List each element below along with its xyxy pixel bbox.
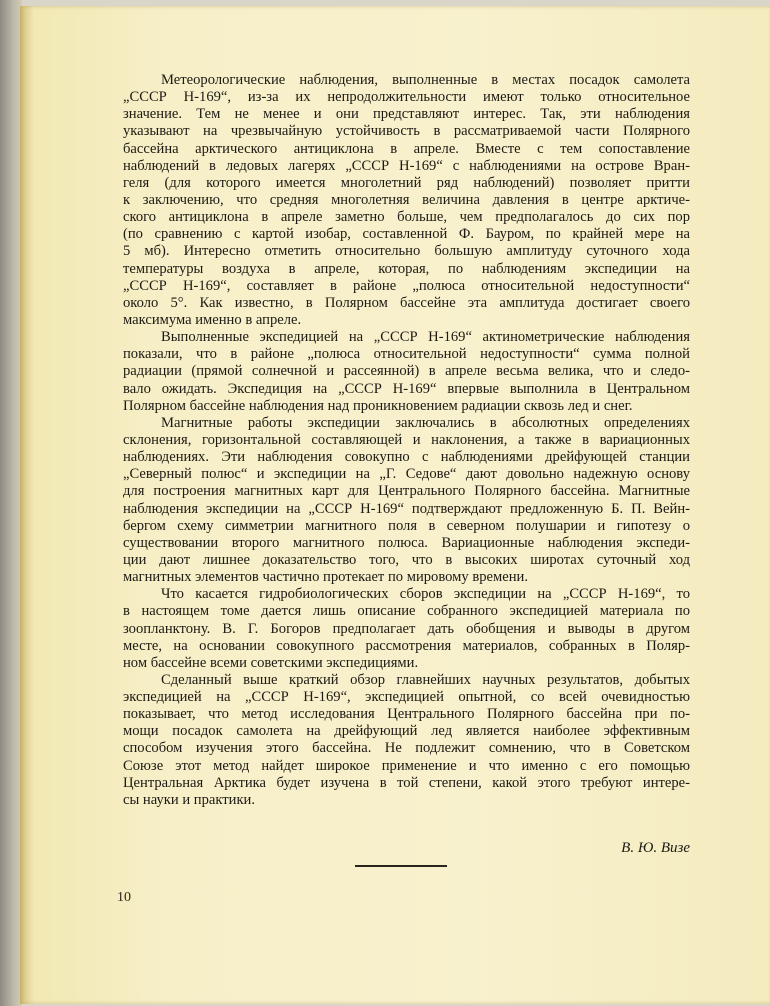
text-line: (по сравнению с картой изобар, составленной Ф. Бауром, по крайней мере на xyxy=(123,226,690,243)
text-line: месте, на основании совокупного рассмотрения материалов, собранных в Поляр- xyxy=(123,637,690,654)
text-line: температуры воздуха в апреле, которая, по наблюдениям экспедиции на xyxy=(123,260,690,277)
text-line: способом изучения этого бассейна. Не подлежит сомнению, что в Советском xyxy=(123,740,690,757)
text-line: ции дают лишнее доказательство того, что в высоких широтах суточный ход xyxy=(123,551,690,568)
text-line: радиации (прямой солнечной и рассеянной) в апреле весьма велика, что и следо- xyxy=(123,363,690,380)
text-line: вало ожидать. Экспедиция на „СССР Н-169“ впервые выполнила в Центральном xyxy=(123,380,690,397)
paragraph xyxy=(123,329,690,415)
text-line: Выполненные экспедицией на „СССР Н-169“ актинометрические наблюдения xyxy=(161,329,690,346)
text-line: для построения магнитных карт для Центрального Полярного бассейна. Магнитные xyxy=(123,483,690,500)
text-line: сы науки и практики. xyxy=(123,791,255,808)
text-line: показали, что в районе „полюса относительной недоступности“ сумма полной xyxy=(123,346,690,363)
text-line: наблюдений в ледовых лагерях „СССР Н-169“ с наблюдениями на острове Вран- xyxy=(123,157,690,174)
text-line: около 5°. Как известно, в Полярном бассейне эта амплитуда достигает своего xyxy=(123,294,690,311)
text-line: мощи посадок самолета на дрейфующий лед является наиболее эффективным xyxy=(123,723,690,740)
paragraph xyxy=(123,586,690,672)
text-line: максимума именно в апреле. xyxy=(123,311,302,328)
text-line: Центральная Арктика будет изучена в той степени, какой этого требуют интере- xyxy=(123,774,690,791)
scan-left-shadow xyxy=(0,0,22,1006)
text-line: Магнитные работы экспедиции заключались в абсолютных определениях xyxy=(161,414,690,431)
text-line: „Северный полюс“ и экспедиции на „Г. Седове“ дают довольно надежную основу xyxy=(123,466,690,483)
text-line: зоопланктону. В. Г. Богоров предполагает дать обобщения и выводы в другом xyxy=(123,620,690,637)
text-line: Союзе этот метод найдет широкое применение и что именно с его помощью xyxy=(123,757,690,774)
paragraph xyxy=(123,72,690,329)
text-line: наблюдения экспедиции на „СССР Н-169“ подтверждают предложенную Б. П. Вейн- xyxy=(123,500,690,517)
text-line: бассейна арктического антициклона в апреле. Вместе с тем сопоставление xyxy=(123,140,690,157)
page-number: 10 xyxy=(117,890,131,905)
text-line: Сделанный выше краткий обзор главнейших научных результатов, добытых xyxy=(161,671,690,688)
paragraph xyxy=(123,672,690,809)
author-signature: В. Ю. Визе xyxy=(621,840,690,856)
text-line: к заключению, что средняя многолетняя величина давления в центре арктиче- xyxy=(123,191,690,208)
body-text xyxy=(123,72,690,809)
text-line: экспедицией на „СССР Н-169“, экспедицией опытной, со всей очевидностью xyxy=(123,689,690,706)
text-line: Что касается гидробиологических сборов экспедиции на „СССР Н-169“, то xyxy=(161,586,690,603)
text-line: 5 мб). Интересно отметить относительно большую амплитуду суточного хода xyxy=(123,243,690,260)
paragraph xyxy=(123,415,690,586)
text-line: Полярном бассейне наблюдения над проникновением радиации сквозь лед и снег. xyxy=(123,397,633,414)
text-line: в настоящем томе дается лишь описание собранного экспедицией материала по xyxy=(123,603,690,620)
text-line: значение. Тем не менее и они представляют интерес. Так, эти наблюдения xyxy=(123,106,690,123)
text-line: геля (для которого имеется многолетний ряд наблюдений) позволяет притти xyxy=(123,174,690,191)
text-line: „СССР Н-169“, составляет в районе „полюса относительной недоступности“ xyxy=(123,277,690,294)
text-line: ского антициклона в апреле заметно больше, чем предполагалось до сих пор xyxy=(123,209,690,226)
page-binding-edge xyxy=(20,6,34,1004)
text-line: наблюдениях. Эти наблюдения совокупно с наблюдениями дрейфующей станции xyxy=(123,449,690,466)
text-line: магнитных элементов частично протекает по мировому времени. xyxy=(123,569,528,586)
text-line: ном бассейне всеми советскими экспедициями. xyxy=(123,654,419,671)
text-line: Метеорологические наблюдения, выполненные в местах посадок самолета xyxy=(161,72,690,88)
text-line: „СССР Н-169“, из-за их непродолжительности имеют только относительное xyxy=(123,89,690,106)
text-line: показывает, что метод исследования Центрального Полярного бассейна при по- xyxy=(123,706,690,723)
text-line: существовании второго магнитного полюса. Вариационные наблюдения экспеди- xyxy=(123,534,690,551)
text-line: склонения, горизонтальной составляющей и наклонения, а также в вариационных xyxy=(123,431,690,448)
text-line: бергом схему симметрии магнитного поля в северном полушарии и гипотезу о xyxy=(123,517,690,534)
text-line: указывают на чрезвычайную устойчивость в рассматриваемой части Полярного xyxy=(123,123,690,140)
end-rule xyxy=(355,865,447,867)
